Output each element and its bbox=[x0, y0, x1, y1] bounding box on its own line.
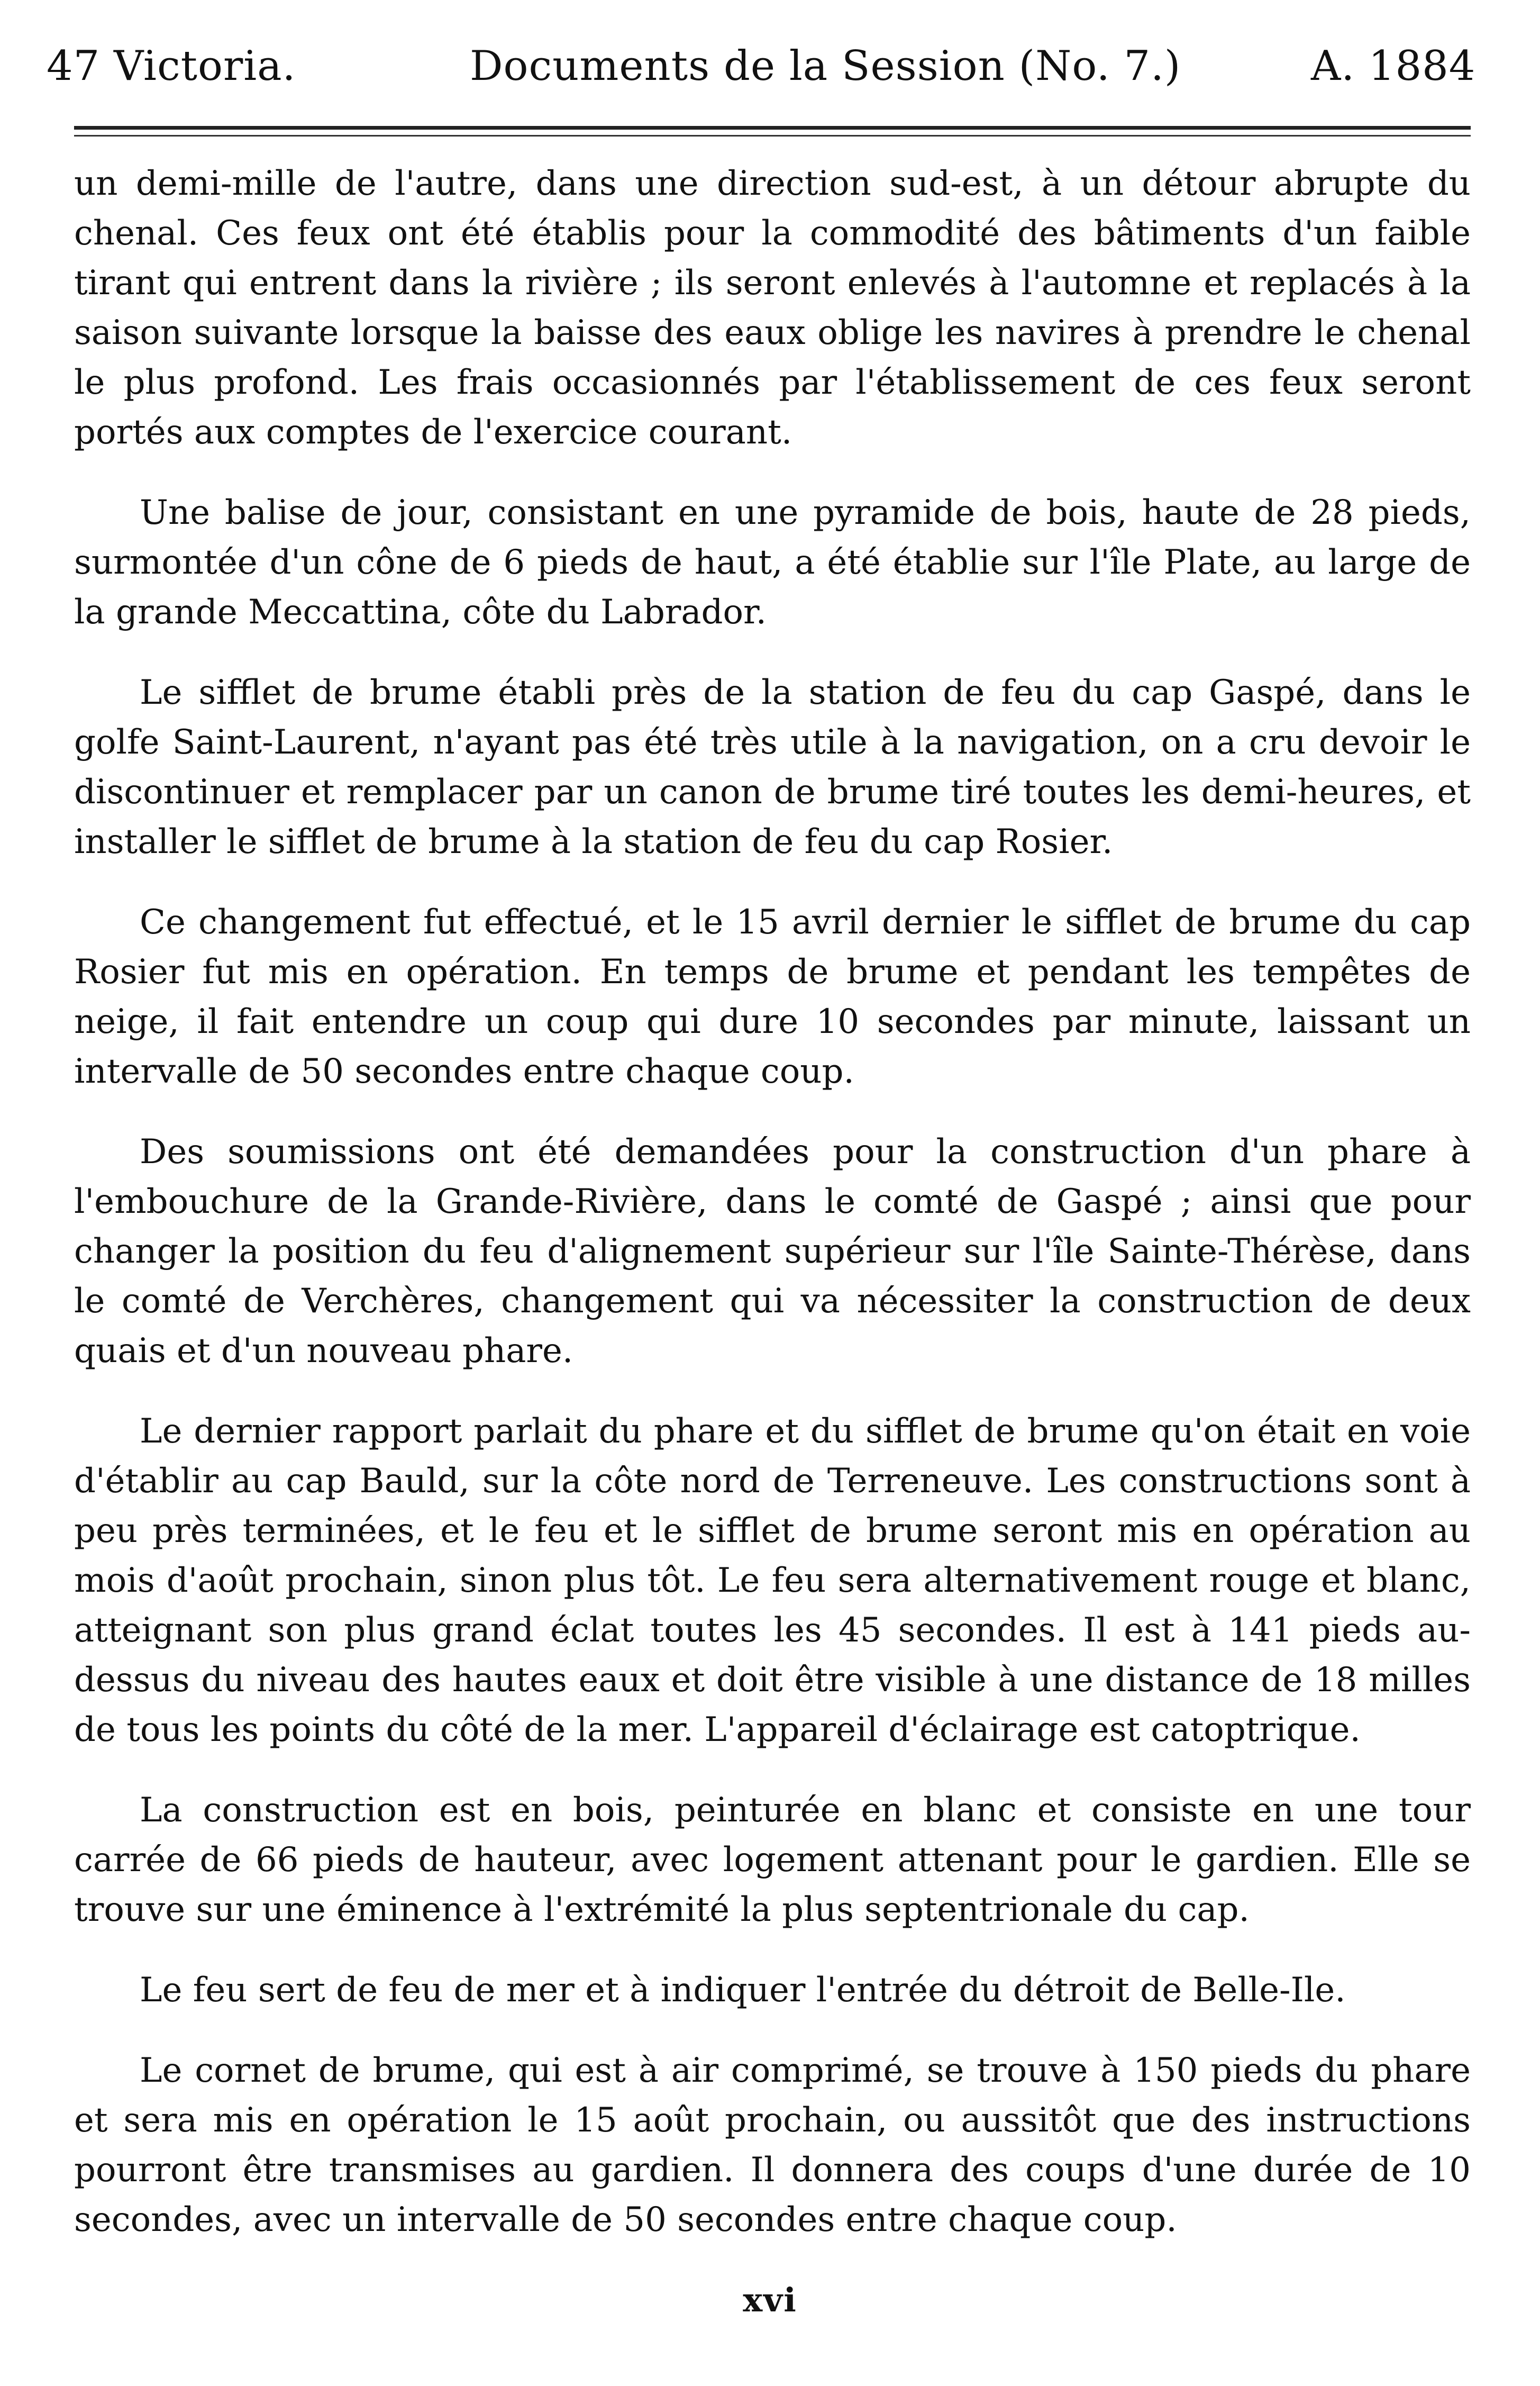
paragraph-continuation: un demi-mille de l'autre, dans une direction sud-est, à un détour abrupte du chenal. Ces feux ont été établis pour la commodité des bâtiments d'un faible tirant qui entrent dans la rivière ; ils seront enlevés à l'automne et replacés à la saison suivante lorsque la baisse des eaux oblige les navires à prendre le chenal le plus profond. Les frais occasionnés par l'établissement de ces feux seront portés aux comptes de l'exercice courant. bbox=[74, 164, 1471, 452]
paragraph-daymark: Une balise de jour, consistant en une pyramide de bois, haute de 28 pieds, surmontée d'un cône de 6 pieds de haut, a été établie sur l'île Plate, au large de la grande Meccattina, côte du Labrador. bbox=[74, 493, 1471, 632]
paragraph-tenders: Des soumissions ont été demandées pour la construction d'un phare à l'embouchure de la Grande-Rivière, dans le comté de Gaspé ; ainsi que pour changer la position du feu d'alignement supérieur sur l'île Sainte-Thérèse, dans le comté de Verchères, changement qui va nécessiter la construction de deux quais et d'un nouveau phare. bbox=[74, 1132, 1471, 1371]
page-number: xvi bbox=[743, 2281, 797, 2319]
header-title: Documents de la Session (No. 7.) bbox=[470, 42, 1181, 90]
paragraph-cap-bauld: Le dernier rapport parlait du phare et du sifflet de brume qu'on était en voie d'établir au cap Bauld, sur la côte nord de Terreneuve. Les constructions sont à peu près terminées, et le feu et le sifflet de brume seront mis en opération au mois d'août prochain, sinon plus tôt. Le feu sera alternativement rouge et blanc, atteignant son plus grand éclat toutes les 45 secondes. Il est à 141 pieds au-dessus du niveau des hautes eaux et doit être visible à une distance de 18 milles de tous les points du côté de la mer. L'appareil d'éclairage est catoptrique. bbox=[74, 1412, 1471, 1749]
paragraph-fog-whistle-gaspe: Le sifflet de brume établi près de la station de feu du cap Gaspé, dans le golfe Saint-Laurent, n'ayant pas été très utile à la navigation, on a cru devoir le discontinuer et remplacer par un canon de brume tiré toutes les demi-heures, et installer le sifflet de brume à la station de feu du cap Rosier. bbox=[74, 673, 1471, 861]
paragraph-sea-light: Le feu sert de feu de mer et à indiquer l'entrée du détroit de Belle-Ile. bbox=[140, 1971, 1346, 2010]
document-body bbox=[74, 159, 1471, 2275]
header-rule-thick bbox=[74, 126, 1471, 130]
paragraph-fog-horn: Le cornet de brume, qui est à air comprimé, se trouve à 150 pieds du phare et sera mis en opération le 15 août prochain, ou aussitôt que des instructions pourront être transmises au gardien. Il donnera des coups d'une durée de 10 secondes, avec un intervalle de 50 secondes entre chaque coup. bbox=[74, 2051, 1471, 2239]
paragraph-construction: La construction est en bois, peinturée en blanc et consiste en une tour carrée de 66 pieds de hauteur, avec logement attenant pour le gardien. Elle se trouve sur une éminence à l'extrémité la plus septentrionale du cap. bbox=[74, 1791, 1471, 1929]
header-volume: 47 Victoria. bbox=[47, 42, 296, 90]
paragraph-cap-rosier: Ce changement fut effectué, et le 15 avril dernier le sifflet de brume du cap Rosier fut mis en opération. En temps de brume et pendant les tempêtes de neige, il fait entendre un coup qui dure 10 secondes par minute, laissant un intervalle de 50 secondes entre chaque coup. bbox=[74, 903, 1471, 1091]
header-rule-thin bbox=[74, 135, 1471, 137]
running-header bbox=[47, 42, 1475, 106]
header-year: A. 1884 bbox=[1311, 42, 1476, 90]
